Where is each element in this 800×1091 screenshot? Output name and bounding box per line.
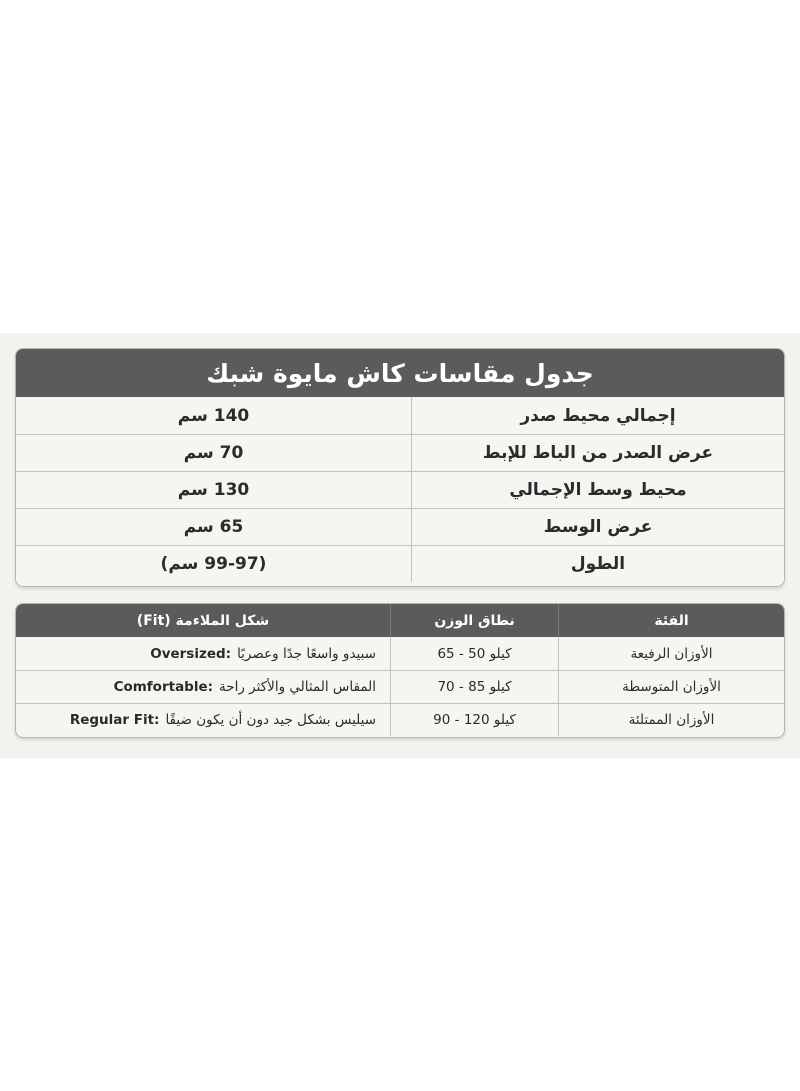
size-chart-title: جدول مقاسات كاش مايوة شبك [16,349,784,397]
size-chart-table [15,348,785,587]
measurement-label: عرض الصدر من الباط للإبط [411,435,784,471]
table-row [16,471,784,508]
fit-cell [16,704,390,736]
measurement-value: (99-97 سم) [160,554,267,574]
fit-description: سيليس بشكل جيد دون أن يكون ضيقًا [165,712,376,728]
measurement-label: عرض الوسط [411,509,784,545]
weight-cell: كيلو 50 - 65 [390,637,558,670]
fit-type: Regular Fit: [69,712,160,728]
category-cell: الأوزان المتوسطة [558,671,784,703]
header-weight: نطاق الوزن [390,604,558,637]
size-chart-rows [16,397,784,582]
fit-guide-header [16,604,784,637]
fit-cell [16,637,390,670]
fit-type: Comfortable: [113,679,214,695]
table-row [16,703,784,736]
measurement-value: 140 سم [177,405,250,426]
measurement-label: محيط وسط الإجمالي [411,472,784,508]
table-row [16,397,784,434]
category-cell: الأوزان الرفيعة [558,637,784,670]
fit-guide-rows [16,637,784,736]
header-category: الفئة [558,604,784,637]
table-row [16,434,784,471]
measurement-label: الطول [411,546,784,582]
fit-guide-table [15,603,785,738]
weight-cell: كيلو 85 - 70 [390,671,558,703]
measurement-label: إجمالي محيط صدر [411,397,784,434]
measurement-value: 70 سم [183,443,244,463]
fit-description: سبيدو واسعًا جدًا وعصريًا [237,645,376,662]
measurement-value: 130 سم [177,480,250,500]
header-fit: شكل الملاءمة (Fit) [136,612,270,629]
category-cell: الأوزان الممتلئة [558,704,784,736]
table-row [16,637,784,670]
table-row [16,670,784,703]
fit-description: المقاس المثالي والأكثر راحة [219,679,376,695]
weight-cell: كيلو 120 - 90 [390,704,558,736]
table-row [16,508,784,545]
fit-type: Oversized: [150,645,232,662]
fit-cell [16,671,390,703]
table-row [16,545,784,582]
measurement-value: 65 سم [183,517,244,537]
